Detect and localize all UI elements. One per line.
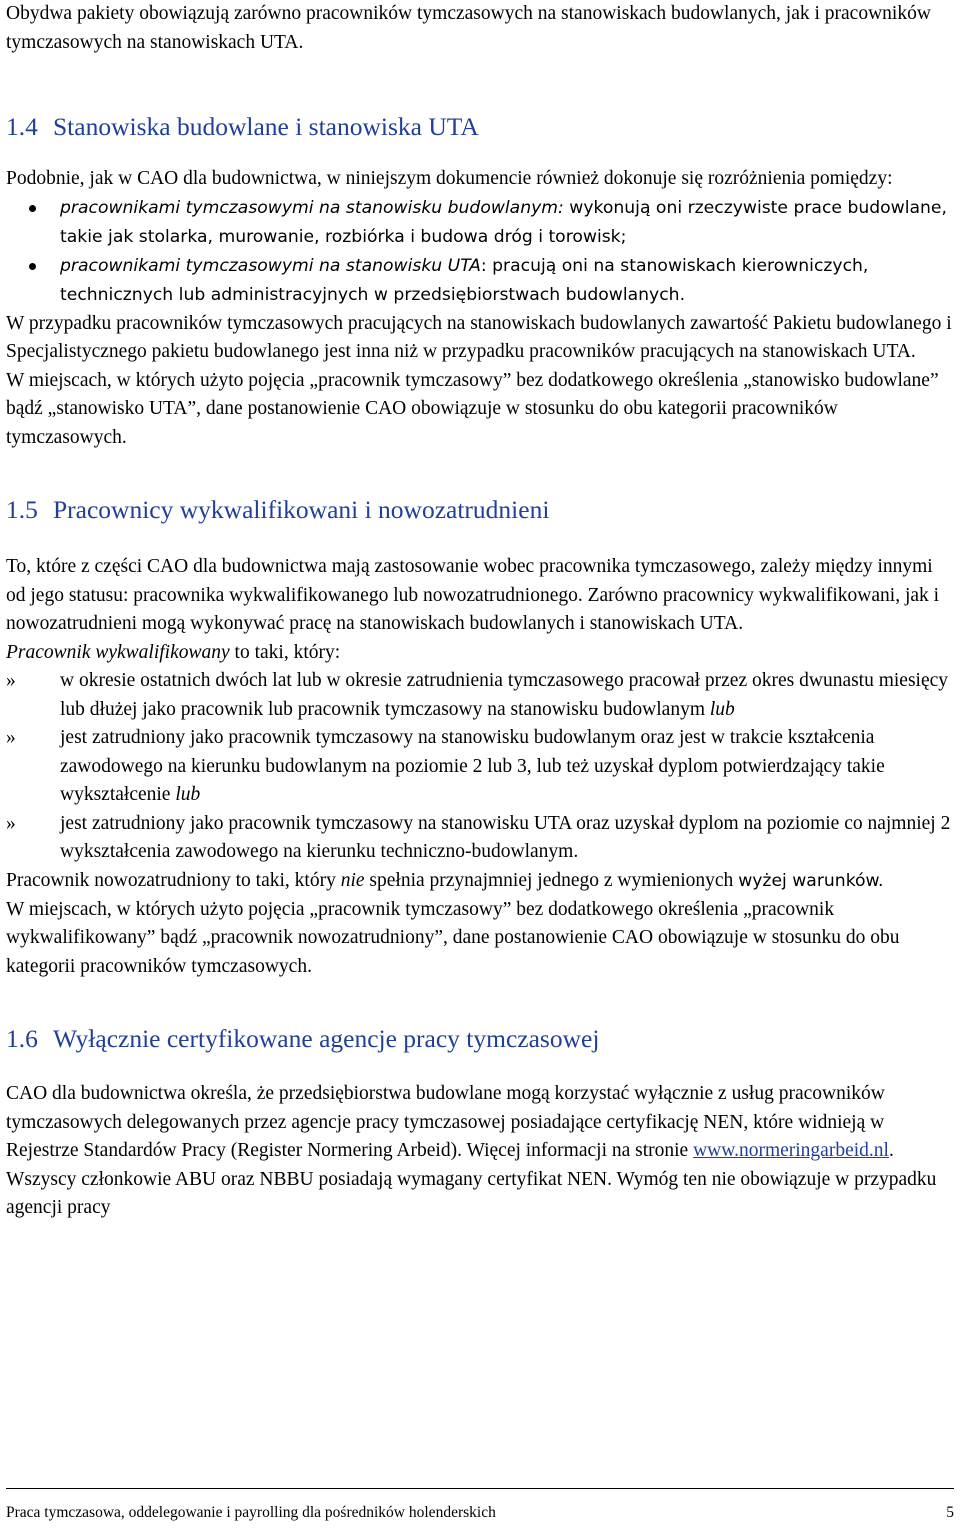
list-item: [6, 194, 954, 252]
bullet-term: pracownikami tymczasowymi na stanowisku UTA: [60, 255, 481, 276]
bullet-icon: [29, 205, 36, 212]
para-emphasis: nie: [340, 869, 365, 891]
bullet-icon: [29, 263, 36, 270]
list-item: [6, 252, 954, 310]
positions-list: [6, 194, 954, 310]
section-title: Pracownicy wykwalifikowani i nowozatrudnieni: [53, 495, 550, 524]
para-text: spełnia przynajmniej jednego z wymienionych: [364, 869, 739, 891]
qualification-list: [6, 667, 954, 867]
bullet-term: pracownikami tymczasowymi na stanowisku budowlanym:: [60, 197, 564, 218]
list-item: [6, 724, 954, 810]
section-1-5-paragraph: W miejscach, w których użyto pojęcia „pracownik tymczasowy” bez dodatkowego określenia „pracownik wykwalifikowany” bądź „pracownik nowozatrudniony”, dane postanowienie CAO obowiązuje w stosunku do obu kategorii pracowników tymczasowych.: [6, 898, 900, 977]
para-text: . Wszyscy członkowie ABU oraz NBBU posiadają wymagany certyfikat NEN. Wymóg ten nie obowiązuje w przypadku agencji pracy: [6, 1140, 937, 1218]
item-suffix: lub: [175, 784, 201, 805]
para-text: CAO dla budownictwa określa, że przedsiębiorstwa budowlane mogą korzystać wyłącznie z usług pracowników tymczasowych delegowanych przez agencje pracy tymczasowej posiadające certyfikację NEN, które widnieją w Rejestrze Standardów Pracy (Register Normering Arbeid). Więcej informacji na stronie: [6, 1083, 885, 1161]
footer-title: Praca tymczasowa, oddelegowanie i payrolling dla pośredników holenderskich: [6, 1504, 496, 1521]
page-number: 5: [946, 1504, 954, 1521]
website-link[interactable]: www.normeringarbeid.nl: [693, 1140, 889, 1161]
para-text: Pracownik nowozatrudniony to taki, który: [6, 869, 341, 891]
bullet-text: wykonują oni rzeczywiste prace budowlane, takie jak stolarka, murowanie, rozbiórka i budowa dróg i torowisk;: [60, 197, 947, 247]
list-item: [6, 667, 954, 724]
item-text: w okresie ostatnich dwóch lat lub w okresie zatrudnienia tymczasowego pracował przez okres dwunastu miesięcy lub dłużej jako pracownik lub pracownik tymczasowy na stanowisku budowlanym: [60, 670, 949, 720]
section-1-4-paragraph: W przypadku pracowników tymczasowych pracujących na stanowiskach budowlanych zawartość Pakietu budowlanego i Specjalistycznego pakietu budowlanego jest inna niż w przypadku pracowników pracujących na stanowiskach UTA.: [6, 312, 952, 362]
document-page: [6, 0, 954, 1223]
section-number: 1.6: [6, 1024, 38, 1053]
item-text: jest zatrudniony jako pracownik tymczasowy na stanowisku UTA oraz uzyskał dyplom na poziomie co najmniej 2 wykształcenia zawodowego na kierunku techniczno-budowlanym.: [60, 812, 951, 862]
page-footer: [6, 1488, 954, 1523]
item-suffix: lub: [709, 698, 735, 720]
section-heading-1-5: [6, 493, 954, 527]
section-1-5-paragraph: [6, 867, 954, 896]
section-1-4-intro: Podobnie, jak w CAO dla budownictwa, w niniejszym dokumencie również dokonuje się rozróżnienia pomiędzy:: [6, 168, 893, 189]
list-marker: »: [6, 670, 16, 691]
list-marker: »: [6, 727, 16, 748]
list-item: [6, 810, 954, 867]
list-marker: »: [6, 812, 16, 834]
definition-term: Pracownik wykwalifikowany: [6, 641, 230, 663]
item-text: jest zatrudniony jako pracownik tymczasowy na stanowisku budowlanym oraz jest w trakcie kształcenia zawodowego na kierunku budowlanym na poziomie 2 lub 3, lub też uzyskał dyplom potwierdzający takie wykształcenie: [60, 727, 885, 805]
definition-rest: to taki, który:: [229, 641, 341, 663]
section-1-6-paragraph: [6, 1080, 954, 1223]
section-number: 1.5: [6, 495, 38, 524]
section-number: 1.4: [6, 112, 38, 141]
section-1-5-paragraph: To, które z części CAO dla budownictwa mają zastosowanie wobec pracownika tymczasowego, zależy między innymi od jego statusu: pracownika wykwalifikowanego lub nowozatrudnionego. Zarówno pracownicy wykwalifikowani, jak i nowozatrudnieni mogą wykonywać pracę na stanowiskach budowlanych i stanowiskach UTA.: [6, 556, 940, 634]
section-title: Wyłącznie certyfikowane agencje pracy tymczasowej: [53, 1024, 600, 1053]
section-heading-1-6: [6, 1022, 954, 1056]
section-title: Stanowiska budowlane i stanowiska UTA: [53, 112, 479, 141]
intro-paragraph: Obydwa pakiety obowiązują zarówno pracowników tymczasowych na stanowiskach budowlanych, jak i pracowników tymczasowych na stanowiskach UTA.: [6, 3, 931, 53]
bullet-text: : pracują oni na stanowiskach kierowniczych, technicznych lub administracyjnych w przedsiębiorstwach budowlanych.: [60, 255, 869, 305]
definition-line: [6, 639, 954, 668]
section-heading-1-4: [6, 110, 954, 144]
section-1-4-paragraph: W miejscach, w których użyto pojęcia „pracownik tymczasowy” bez dodatkowego określenia „stanowisko budowlane” bądź „stanowisko UTA”, dane postanowienie CAO obowiązuje w stosunku do obu kategorii pracowników tymczasowych.: [6, 369, 939, 448]
para-text: wyżej warunków.: [738, 870, 884, 891]
